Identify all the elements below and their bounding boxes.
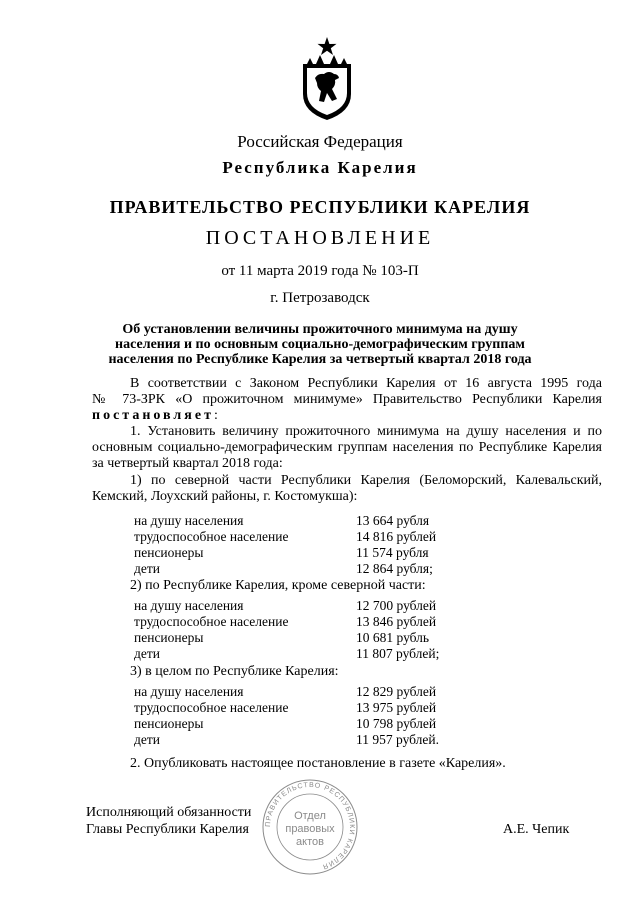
row-label: на душу населения (134, 598, 244, 613)
preamble-line: В соответствии с Законом Республики Карелия от 16 августа 1995 года (130, 376, 602, 391)
government-title: ПРАВИТЕЛЬСТВО РЕСПУБЛИКИ КАРЕЛИЯ (109, 197, 531, 217)
stamp-text: актов (296, 836, 324, 848)
coat-of-arms-icon (298, 36, 356, 122)
item-1-line: основным социально-демографическим группам населения по Республике Карелия (92, 440, 602, 455)
item-1-line: за четвертый квартал 2018 года: (92, 456, 283, 471)
country-name: Российская Федерация (237, 132, 403, 151)
row-value: 13 975 рублей (356, 700, 437, 715)
row-value: 12 829 рублей (356, 684, 437, 699)
row-label: пенсионеры (134, 716, 204, 731)
document-city: г. Петрозаводск (270, 290, 370, 306)
document-subject (0, 322, 640, 367)
section-heading: 3) в целом по Республике Карелия: (130, 664, 339, 679)
section-heading: 2) по Республике Карелия, кроме северной части: (130, 578, 426, 593)
row-value: 12 700 рублей (356, 598, 437, 613)
row-value: 10 681 рубль (356, 630, 430, 645)
row-label: на душу населения (134, 513, 244, 528)
section-heading: 1) по северной части Республики Карелия (Беломорский, Калевальский, (130, 473, 602, 488)
preamble-colon: : (213, 408, 218, 423)
row-label: трудоспособное население (134, 614, 289, 629)
preamble (92, 376, 602, 424)
signature-title (86, 804, 251, 838)
row-label: трудоспособное население (134, 700, 289, 715)
item-2 (92, 756, 602, 772)
preamble-line: № 73-ЗРК «О прожиточном минимуме» Правительство Республики Карелия (92, 392, 602, 407)
signature-title-line: Исполняющий обязанности (86, 805, 252, 820)
section-north (92, 473, 602, 505)
row-value: 11 957 рублей. (356, 732, 440, 747)
section-except-north (92, 578, 602, 594)
preamble-verb: постановляет (92, 408, 214, 423)
signatory-name: А.Е. Чепик (503, 822, 570, 837)
row-value: 13 846 рублей (356, 614, 437, 629)
stamp-text: Отдел (294, 810, 326, 822)
signature-title-line: Главы Республики Карелия (86, 822, 249, 837)
stamp-text: правовых (285, 823, 335, 835)
section-heading: Кемский, Лоухский районы, г. Костомукша): (92, 489, 358, 504)
section-total (92, 664, 602, 680)
row-value: 11 574 рубля (356, 545, 429, 560)
row-label: на душу населения (134, 684, 244, 699)
row-label: дети (134, 561, 160, 576)
row-label: дети (134, 646, 160, 661)
document-date-number: от 11 марта 2019 года № 103-П (221, 263, 419, 279)
row-label: трудоспособное население (134, 529, 289, 544)
stamp-ring-text: ПРАВИТЕЛЬСТВО РЕСПУБЛИКИ КАРЕЛИЯ (264, 781, 356, 871)
preamble-verb-line (92, 408, 602, 424)
department-stamp (260, 777, 360, 877)
row-value: 14 816 рублей (356, 529, 437, 544)
region-name: Республика Карелия (222, 158, 418, 177)
row-label: пенсионеры (134, 630, 204, 645)
document-type: ПОСТАНОВЛЕНИЕ (205, 227, 435, 249)
row-value: 11 807 рублей; (356, 646, 440, 661)
row-label: пенсионеры (134, 545, 204, 560)
subject-line: населения и по основным социально-демографическим группам (115, 337, 525, 352)
row-value: 13 664 рубля (356, 513, 430, 528)
subject-line: населения по Республике Карелия за четвертый квартал 2018 года (108, 352, 532, 367)
item-1 (92, 424, 602, 472)
item-1-line: 1. Установить величину прожиточного минимума на душу населения и по (130, 424, 602, 439)
row-label: дети (134, 732, 160, 747)
item-2-text: 2. Опубликовать настоящее постановление в газете «Карелия». (130, 756, 506, 771)
row-value: 10 798 рублей (356, 716, 437, 731)
subject-line: Об установлении величины прожиточного минимума на душу (122, 322, 518, 337)
row-value: 12 864 рубля; (356, 561, 433, 576)
